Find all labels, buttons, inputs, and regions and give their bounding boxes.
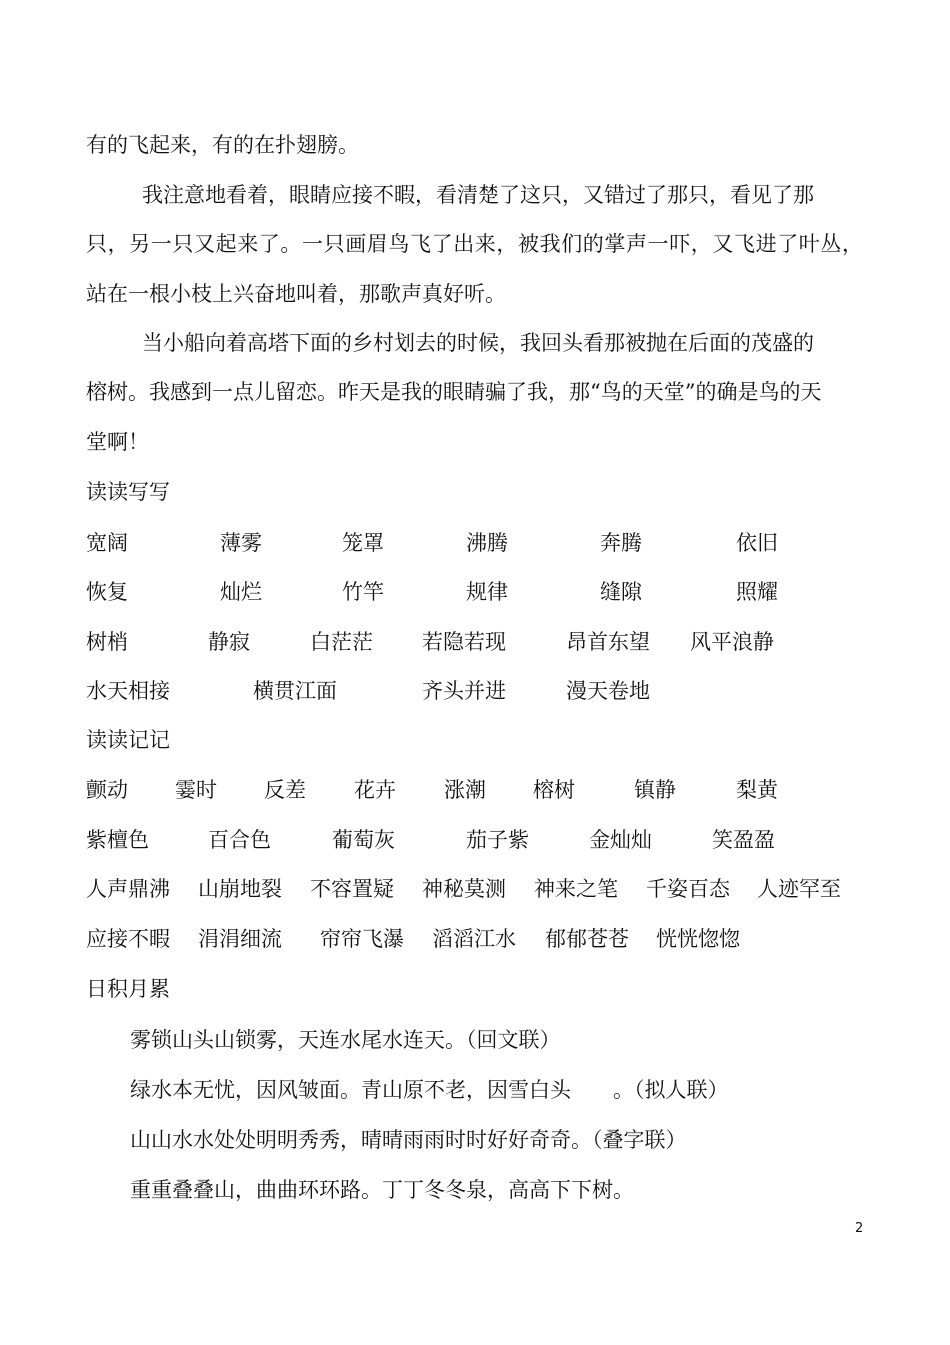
vocab-word: 薄雾 <box>220 531 262 555</box>
vocab-word: 横贯江面 <box>253 679 337 703</box>
vocab-word: 笼罩 <box>342 531 384 555</box>
vocab-word: 风平浪静 <box>690 630 774 654</box>
vocab-word: 昂首东望 <box>566 630 650 654</box>
vocab-word: 神秘莫测 <box>422 877 506 901</box>
vocab-word: 百合色 <box>208 828 271 852</box>
vocab-word: 颤动 <box>86 778 128 802</box>
section-heading-accumulate: 日积月累 <box>86 977 170 1001</box>
section-heading-read-remember: 读读记记 <box>86 728 170 752</box>
vocab-word: 依旧 <box>736 531 778 555</box>
vocab-word: 梨黄 <box>736 778 778 802</box>
vocab-word: 沸腾 <box>466 531 508 555</box>
paragraph-line: 我注意地看着，眼睛应接不暇，看清楚了这只，又错过了那只，看见了那 <box>142 183 814 207</box>
couplet-line: 雾锁山头山锁雾，天连水尾水连天。（回文联） <box>130 1028 561 1052</box>
vocab-word: 人声鼎沸 <box>86 877 170 901</box>
vocab-word: 恍恍惚惚 <box>656 927 740 951</box>
vocab-word: 水天相接 <box>86 679 170 703</box>
vocab-word: 葡萄灰 <box>332 828 395 852</box>
vocab-word: 滔滔江水 <box>432 927 516 951</box>
paragraph-line: 只，另一只又起来了。一只画眉鸟飞了出来，被我们的掌声一吓，又飞进了叶丛， <box>86 232 864 256</box>
paragraph-line: 榕树。我感到一点儿留恋。昨天是我的眼睛骗了我，那“鸟的天堂”的确是鸟的天 <box>86 380 822 404</box>
couplet-line: 山山水水处处明明秀秀，晴晴雨雨时时好好奇奇。（叠字联） <box>130 1128 687 1152</box>
vocab-word: 不容置疑 <box>310 877 394 901</box>
paragraph-line: 堂啊！ <box>86 430 149 454</box>
vocab-word: 茄子紫 <box>466 828 529 852</box>
vocab-word: 千姿百态 <box>646 877 730 901</box>
vocab-word: 奔腾 <box>600 531 642 555</box>
vocab-word: 涨潮 <box>444 778 486 802</box>
vocab-word: 竹竿 <box>342 580 384 604</box>
vocab-word: 笑盈盈 <box>712 828 775 852</box>
couplet-line: 重重叠叠山，曲曲环环路。丁丁冬冬泉，高高下下树。 <box>130 1178 634 1202</box>
vocab-word: 榕树 <box>533 778 575 802</box>
vocab-word: 霎时 <box>175 778 217 802</box>
vocab-word: 花卉 <box>354 778 396 802</box>
vocab-word: 缝隙 <box>600 580 642 604</box>
vocab-word: 白茫茫 <box>310 630 373 654</box>
vocab-word: 神来之笔 <box>534 877 618 901</box>
vocab-word: 涓涓细流 <box>198 927 282 951</box>
vocab-word: 静寂 <box>208 630 250 654</box>
vocab-word: 反差 <box>264 778 306 802</box>
vocab-word: 金灿灿 <box>589 828 652 852</box>
page-number: 2 <box>855 1221 864 1236</box>
vocab-word: 若隐若现 <box>422 630 506 654</box>
section-heading-read-write: 读读写写 <box>86 480 170 504</box>
vocab-word: 紫檀色 <box>86 828 149 852</box>
vocab-word: 齐头并进 <box>422 679 506 703</box>
paragraph-line: 当小船向着高塔下面的乡村划去的时候，我回头看那被抛在后面的茂盛的 <box>142 331 814 355</box>
vocab-word: 照耀 <box>736 580 778 604</box>
vocab-word: 镇静 <box>634 778 676 802</box>
couplet-line: 绿水本无忧，因风皱面。青山原不老，因雪白头 。（拟人联） <box>130 1078 729 1102</box>
vocab-word: 郁郁苍苍 <box>545 927 629 951</box>
vocab-word: 规律 <box>466 580 508 604</box>
paragraph-line: 有的飞起来，有的在扑翅膀。 <box>86 133 359 157</box>
vocab-word: 应接不暇 <box>86 927 170 951</box>
vocab-word: 树梢 <box>86 630 128 654</box>
vocab-word: 帘帘飞瀑 <box>320 927 404 951</box>
vocab-word: 恢复 <box>86 580 128 604</box>
vocab-word: 宽阔 <box>86 531 128 555</box>
vocab-word: 山崩地裂 <box>198 877 282 901</box>
vocab-word: 灿烂 <box>220 580 262 604</box>
paragraph-line: 站在一根小枝上兴奋地叫着，那歌声真好听。 <box>86 282 506 306</box>
vocab-word: 漫天卷地 <box>566 679 650 703</box>
vocab-word: 人迹罕至 <box>757 877 841 901</box>
